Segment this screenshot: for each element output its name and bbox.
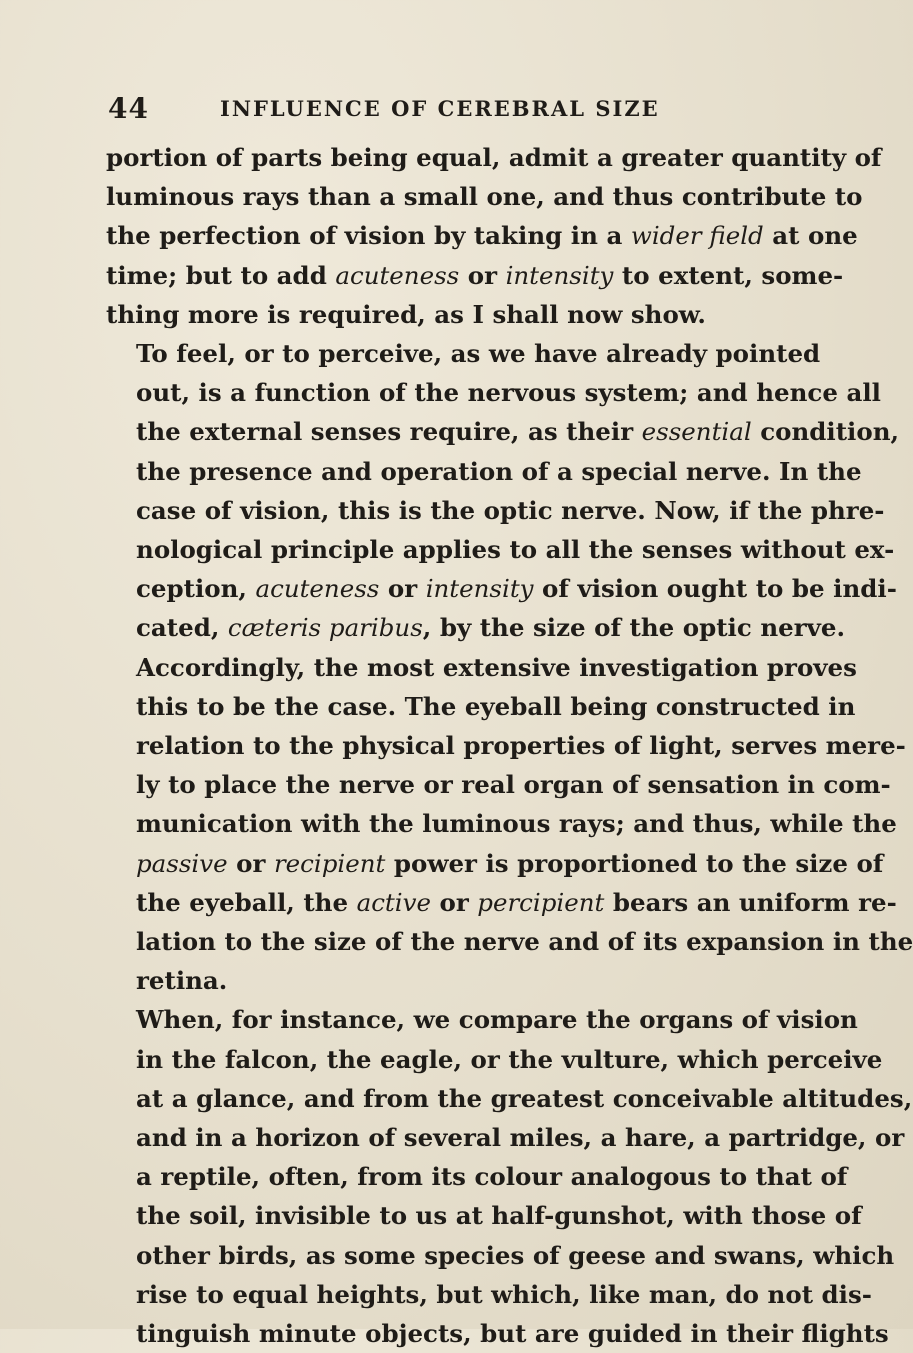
text-line: nological principle applies to all the senses without ex- [136, 535, 895, 565]
text-line: When, for instance, we compare the organs of vision [136, 1005, 858, 1035]
text-line: other birds, as some species of geese and swans, which [136, 1240, 895, 1270]
italic-phrase: acuteness [255, 574, 380, 604]
italic-phrase: cæteris paribus [227, 613, 423, 643]
text-line: thing more is required, as I shall now show. [106, 299, 706, 329]
paragraph [106, 334, 913, 1000]
text-line: munication with the luminous rays; and thus, while the [136, 809, 897, 839]
text-line: rise to equal heights, but which, like man, do not dis- [136, 1279, 872, 1309]
body-text [106, 138, 913, 1353]
text-line: ly to place the nerve or real organ of sensation in com- [136, 770, 891, 800]
text-line: the eyeball, the active or percipient bears an uniform re- [136, 887, 897, 917]
text-line: at a glance, and from the greatest conceivable altitudes, [136, 1083, 913, 1113]
text-line: case of vision, this is the optic nerve. Now, if the phre- [136, 495, 885, 525]
italic-phrase: wider field [630, 221, 764, 251]
italic-phrase: acuteness [335, 260, 460, 290]
text-line: passive or recipient power is proportioned to the size of [136, 848, 884, 878]
text-line: lation to the size of the nerve and of its expansion in the [136, 927, 913, 957]
italic-phrase: recipient [273, 848, 386, 878]
italic-phrase: active [356, 887, 431, 917]
text-line: a reptile, often, from its colour analogous to that of [136, 1162, 848, 1192]
text-line: relation to the physical properties of light, serves mere- [136, 731, 906, 761]
text-line: portion of parts being equal, admit a greater quantity of [106, 143, 882, 172]
italic-phrase: essential [641, 417, 752, 447]
text-line: tinguish minute objects, but are guided in their flights [136, 1319, 889, 1349]
text-line: this to be the case. The eyeball being constructed in [136, 691, 856, 721]
italic-phrase: intensity [425, 574, 534, 604]
page-number: 44 [108, 92, 149, 125]
text-line: ception, acuteness or intensity of vision ought to be indi- [136, 574, 897, 604]
text-line: luminous rays than a small one, and thus contribute to [106, 182, 863, 212]
text-line: the external senses require, as their essential condition, [136, 417, 900, 447]
text-line: out, is a function of the nervous system; and hence all [136, 378, 881, 408]
text-line: time; but to add acuteness or intensity to extent, some- [106, 260, 844, 290]
paragraph [106, 138, 882, 334]
running-head [108, 92, 688, 132]
paragraph [106, 1000, 913, 1353]
text-line: the soil, invisible to us at half-gunshot, with those of [136, 1201, 862, 1231]
text-line: in the falcon, the eagle, or the vulture, which perceive [136, 1044, 883, 1074]
italic-phrase: passive [136, 848, 228, 878]
text-line: the presence and operation of a special nerve. In the [136, 456, 862, 486]
text-line: and in a horizon of several miles, a hare, a partridge, or [136, 1123, 905, 1153]
text-line: cated, cæteris paribus, by the size of the optic nerve. [136, 613, 845, 643]
text-line: Accordingly, the most extensive investigation proves [136, 652, 857, 682]
text-line: retina. [136, 966, 228, 996]
text-line: To feel, or to perceive, as we have already pointed [136, 339, 821, 369]
text-line: the perfection of vision by taking in a wider field at one [106, 221, 858, 251]
running-title: INFLUENCE OF CEREBRAL SIZE [220, 96, 660, 121]
italic-phrase: percipient [477, 887, 605, 917]
italic-phrase: intensity [505, 260, 614, 290]
